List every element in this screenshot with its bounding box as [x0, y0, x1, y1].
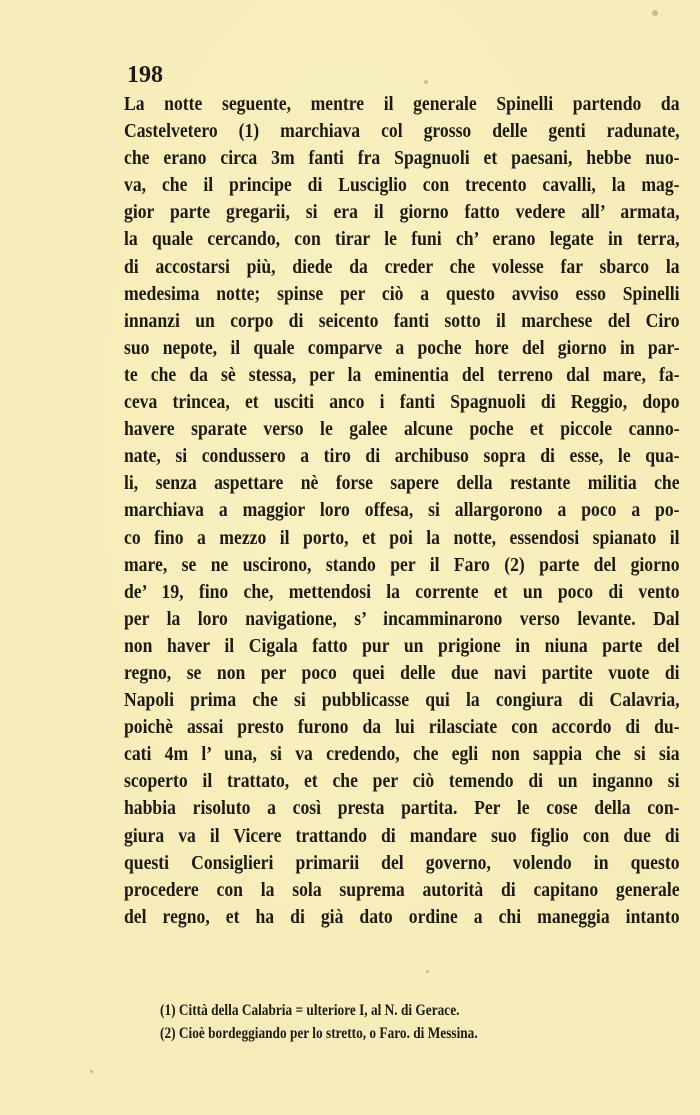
text-line: va, che il principe di Lusciglio con trecento cavalli, la mag- — [124, 174, 680, 197]
text-line: co fino a mezzo il porto, et poi la notte, essendosi spianato il — [124, 526, 680, 549]
text-line: Napoli prima che si pubblicasse qui la congiura di Calavria, — [124, 689, 680, 712]
text-line: che erano circa 3m fanti fra Spagnuoli et paesani, hebbe nuo- — [124, 147, 680, 170]
text-line: havere sparate verso le galee alcune poche et piccole canno- — [124, 418, 680, 441]
text-line: di accostarsi più, diede da creder che volesse far sbarco la — [124, 255, 680, 278]
text-line: la quale cercando, con tirar le funi ch’ erano legate in terra, — [124, 228, 680, 251]
text-line: innanzi un corpo di seicento fanti sotto il marchese del Ciro — [124, 309, 680, 332]
text-line: cati 4m l’ una, si va credendo, che egli non sappia che si sia — [124, 743, 680, 766]
text-line: procedere con la sola suprema autorità di capitano generale — [124, 878, 680, 901]
paper-speck — [426, 970, 429, 973]
paper-speck — [90, 1070, 93, 1073]
text-line: suo nepote, il quale comparve a poche hore del giorno in par- — [124, 336, 680, 359]
text-line: non haver il Cigala fatto pur un prigione in niuna parte del — [124, 634, 680, 657]
text-line: questi Consiglieri primarii del governo, volendo in questo — [124, 851, 680, 874]
paper-speck — [424, 80, 428, 84]
footnotes — [160, 999, 640, 1045]
text-line: regno, se non per poco quei delle due navi partite vuote di — [124, 661, 680, 684]
paper-speck — [652, 10, 658, 16]
body-text — [124, 91, 680, 931]
text-line: nate, si condussero a tiro di archibuso sopra di esse, le qua- — [124, 445, 680, 468]
text-line: habbia risoluto a così presta partita. Per le cose della con- — [124, 797, 680, 820]
text-line: mare, se ne uscirono, stando per il Faro (2) parte del giorno — [124, 553, 680, 576]
text-line: te che da sè stessa, per la eminentia del terreno dal mare, fa- — [124, 363, 680, 386]
text-line: Castelvetero (1) marchiava col grosso delle genti radunate, — [124, 120, 680, 143]
text-line: scoperto il trattato, et che per ciò temendo di un inganno si — [124, 770, 680, 793]
text-line: medesima notte; spinse per ciò a questo avviso esso Spinelli — [124, 282, 680, 305]
text-line: poichè assai presto furono da lui rilasciate con accordo di du- — [124, 716, 680, 739]
text-line: gior parte gregarii, si era il giorno fatto vedere all’ armata, — [124, 201, 680, 224]
footnote: (2) Cioè bordeggiando per lo stretto, o Faro. di Messina. — [160, 1025, 478, 1042]
text-line: giura va il Vicere trattando di mandare suo figlio con due di — [124, 824, 680, 847]
text-line: de’ 19, fino che, mettendosi la corrente et un poco di vento — [124, 580, 680, 603]
text-line: La notte seguente, mentre il generale Spinelli partendo da — [124, 93, 680, 115]
page-number: 198 — [127, 62, 163, 88]
footnote: (1) Città della Calabria = ulteriore I, al N. di Gerace. — [160, 1002, 460, 1019]
text-line: ceva trincea, et usciti anco i fanti Spagnuoli di Reggio, dopo — [124, 391, 680, 414]
text-line: li, senza aspettare nè forse sapere della restante militia che — [124, 472, 680, 495]
text-line: del regno, et ha di già dato ordine a chi maneggia intanto — [124, 905, 680, 928]
text-line: marchiava a maggior loro offesa, si allargorono a poco a po- — [124, 499, 680, 522]
text-line: per la loro navigatione, s’ incamminarono verso levante. Dal — [124, 607, 680, 630]
